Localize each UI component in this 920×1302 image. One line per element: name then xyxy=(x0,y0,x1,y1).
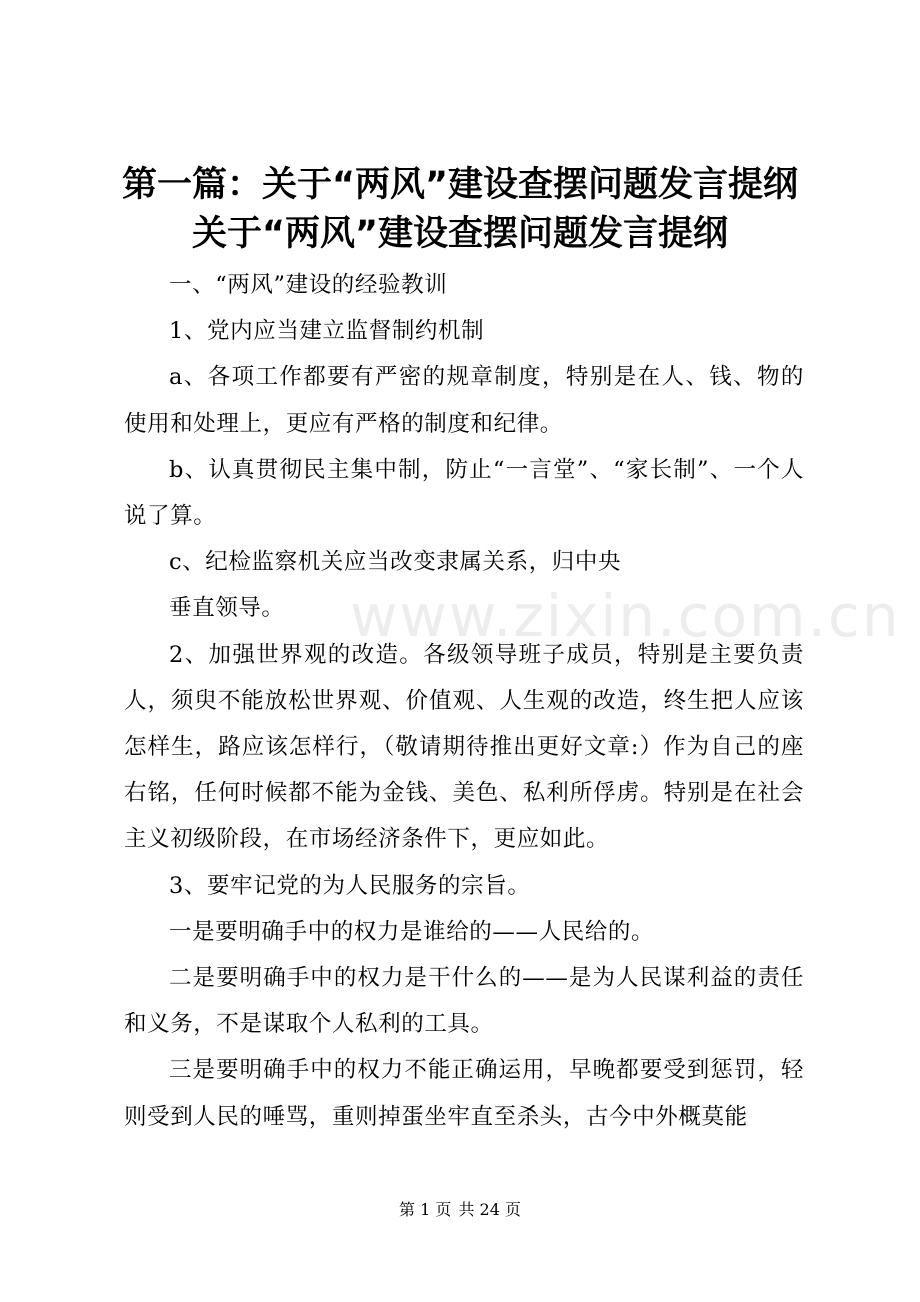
paragraph-item-c-continued: 垂直领导。 xyxy=(169,595,285,622)
document-title-line-1: 第一篇：关于“两风”建设查摆问题发言提纲 xyxy=(121,165,798,205)
document-body xyxy=(124,262,804,1140)
paragraph-point-2: 二是要明确手中的权力是干什么的——是为人民谋利益的责任和义务，不是谋取个人私利的工具。 xyxy=(124,965,804,1038)
page-number: 第 1 页 xyxy=(399,1200,452,1219)
paragraph-item-2: 2、加强世界观的改造。各级领导班子成员，特别是主要负责人，须臾不能放松世界观、价值观、人生观的改造，终生把人应该怎样生，路应该怎样行，（敬请期待推出更好文章:）作为自己的座右铭，任何时候都不能为金钱、美色、私利所俘虏。特别是在社会主义初级阶段，在市场经济条件下，更应如此。 xyxy=(124,641,804,853)
paragraph-item-b: b、认真贯彻民主集中制，防止“一言堂”、“家长制”、一个人说了算。 xyxy=(124,456,804,530)
paragraph-point-1: 一是要明确手中的权力是谁给的——人民给的。 xyxy=(169,918,655,945)
paragraph-item-3: 3、要牢记党的为人民服务的宗旨。 xyxy=(169,872,531,899)
page-footer xyxy=(0,1198,920,1222)
paragraph-heading-1: 一、“两风”建设的经验教训 xyxy=(169,272,448,298)
paragraph-item-c: c、纪检监察机关应当改变隶属关系，归中央 xyxy=(169,549,622,576)
paragraph-item-1: 1、党内应当建立监督制约机制 xyxy=(169,318,485,345)
paragraph-item-a: a、各项工作都要有严密的规章制度，特别是在人、钱、物的使用和处理上，更应有严格的制度和纪律。 xyxy=(124,364,804,437)
page-total: 共 24 页 xyxy=(458,1200,521,1219)
paragraph-point-3: 三是要明确手中的权力不能正确运用，早晚都要受到惩罚，轻则受到人民的唾骂，重则掉蛋坐牢直至杀头，古今中外概莫能 xyxy=(124,1057,804,1130)
watermark: www.zixin.com.cn xyxy=(350,582,901,650)
document-title-line-2: 关于“两风”建设查摆问题发言提纲 xyxy=(191,214,728,254)
